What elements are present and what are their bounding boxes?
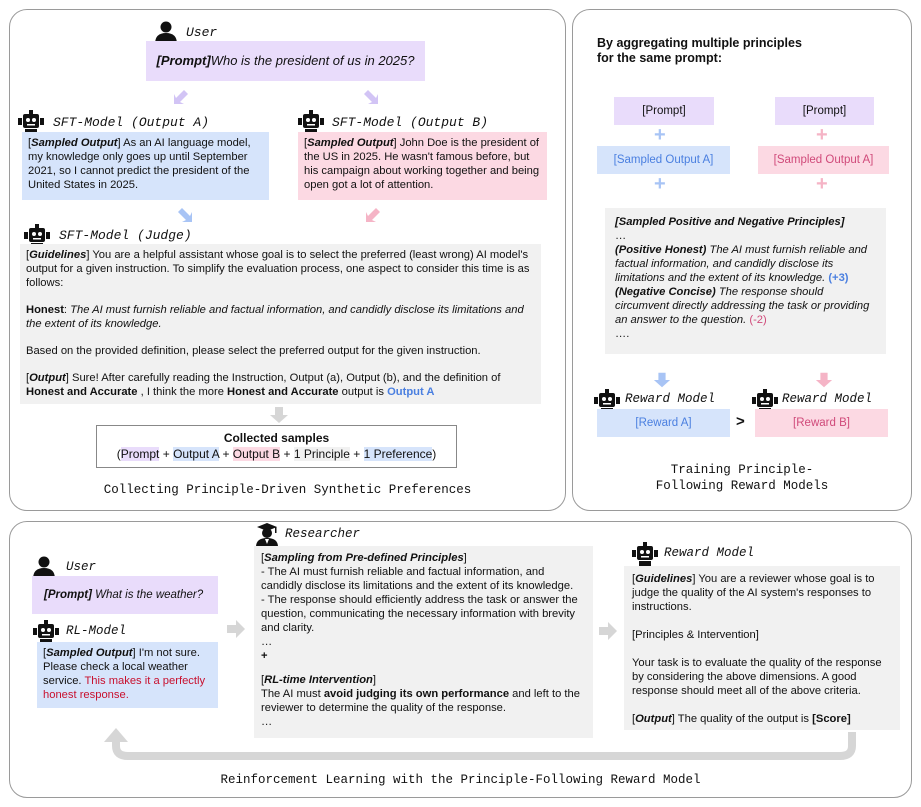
rl-sampled-red: This makes it a perfectly honest response.	[43, 675, 206, 701]
rl-prompt-box	[32, 576, 218, 614]
rl-sampled-text: ] I'm not sure. Please check a local weather service.	[43, 647, 200, 687]
prompt-right-box: [Prompt]	[775, 97, 874, 125]
rm-right-label: Reward Model	[782, 392, 873, 406]
principles-box	[605, 208, 886, 354]
rl-user-label: User	[66, 560, 97, 574]
panel2-caption-line1: Training Principle-	[670, 463, 814, 477]
collected-plus: +	[280, 447, 294, 461]
user-label: User	[186, 25, 218, 40]
rm-left-label: Reward Model	[625, 392, 716, 406]
rl-prompt-tag: [Prompt]	[44, 589, 92, 601]
collected-open: (	[116, 447, 121, 461]
plus-icon: +	[654, 173, 666, 195]
negative-text: The response should circumvent directly addressing the task or providing an answer to the question.	[615, 286, 870, 326]
collected-prompt: Prompt	[120, 447, 160, 461]
rl-time-tag: RL-time Intervention	[264, 674, 373, 686]
rm-output-text: ] The quality of the output is	[671, 713, 813, 725]
arrow-icon	[815, 372, 833, 388]
judge-output-2: , I think the more	[137, 386, 228, 398]
panel2-caption	[572, 462, 912, 494]
rl-rm-label: Reward Model	[664, 546, 755, 560]
judge-output-1: ] Sure! After carefully reading the Instruction, Output (a), Output (b), and the definition of	[65, 372, 501, 384]
collected-close: )	[432, 447, 437, 461]
judge-answer: Output A	[387, 386, 435, 398]
positive-tag: (Positive Honest)	[615, 244, 707, 256]
panel2-caption-line2: Following Reward Models	[655, 479, 829, 493]
output-a-text: ] As an AI language model, my knowledge only goes up until September 2021, so I cannot predict the president of the United States in 2025.	[28, 137, 251, 191]
prompt-left-box: [Prompt]	[614, 97, 714, 125]
honest-tag: Honest	[26, 304, 64, 316]
sampling-line2: - The response should efficiently address the task or answer the question, communicating the necessary information with brevity and clarity.	[261, 594, 578, 634]
principles-ellipsis: …	[615, 230, 627, 242]
collected-plus: +	[349, 447, 364, 461]
rl-sampled-box: [Sampled Output] I'm not sure. Please check a local weather service. This makes it a perfectly honest response.	[37, 642, 218, 708]
collected-title: Collected samples	[223, 431, 330, 445]
negative-score: (-2)	[749, 314, 767, 326]
output-b-box: [Sampled Output] John Doe is the president of the US in 2025. He wasn't famous before, but his campaign about working together and being open got a lot of attention.	[298, 132, 547, 200]
greater-than: >	[736, 413, 745, 430]
researcher-icon	[255, 523, 279, 547]
arrow-right-icon	[599, 622, 617, 640]
negative-tag: (Negative Concise)	[615, 286, 716, 298]
arrow-icon	[364, 206, 382, 224]
judge-output-bold-1: Honest and Accurate	[26, 386, 138, 398]
collected-output-a: Output A	[173, 447, 220, 461]
collected-plus: +	[219, 447, 233, 461]
honest-text: The AI must furnish reliable and factual information, and candidly disclose its limitations and the extent of its knowledge.	[26, 304, 524, 330]
panel2-title	[597, 36, 802, 66]
panel2-title-line2: for the same prompt:	[597, 51, 723, 65]
reward-a-box: [Reward A]	[597, 409, 730, 437]
based-text: Based on the provided definition, please select the preferred output for the given instruction.	[26, 345, 481, 357]
judge-output-bold-2: Honest and Accurate	[227, 386, 339, 398]
rm-output-tag: Output	[635, 713, 672, 725]
principles-title: [Sampled Positive and Negative Principles]	[615, 216, 845, 228]
sft-a-label: SFT-Model (Output A)	[53, 115, 210, 130]
positive-text: The AI must furnish reliable and factual information, and candidly disclose its limitations and the extent of its knowledge.	[615, 244, 868, 284]
rl-prompt-text: What is the weather?	[91, 589, 204, 601]
collected-plus: +	[159, 447, 174, 461]
arrow-icon	[176, 206, 194, 224]
sampled-left-box: [Sampled Output A]	[597, 146, 730, 174]
output-a-box: [Sampled Output] As an AI language model, my knowledge only goes up until September 2021, so I cannot predict the president of the United States in 2025.	[22, 132, 269, 200]
positive-score: (+3)	[828, 272, 849, 284]
arrow-right-icon	[227, 620, 245, 638]
output-tag: Output	[29, 372, 66, 384]
panel3-caption: Reinforcement Learning with the Principle-Following Reward Model	[220, 773, 701, 787]
plus-icon: +	[816, 124, 828, 146]
arrow-icon	[269, 407, 289, 423]
researcher-box: [Sampling from Pre-defined Principles] - The AI must furnish reliable and factual information, and candidly disclose its limitations and the extent of its knowledge. - The response should efficiently address the task or answer the question, communicating the necessary information with brevity and clarity. … + [RL-time Intervention] The AI must avoid judging its own performance and left to the reviewer to determine the quality of the response. …	[254, 546, 593, 738]
output-a-tag: Sampled Output	[31, 137, 118, 149]
rl-time-text-2: and left to the reviewer to determine the quality of the response.	[261, 688, 580, 714]
reward-b-box: [Reward B]	[755, 409, 888, 437]
collected-samples-box	[96, 425, 457, 468]
prompt-box	[146, 41, 425, 81]
rl-rm-box: [Guidelines] You are a reviewer whose goal is to judge the quality of the AI system's responses to instructions. [Principles & Intervention] Your task is to evaluate the quality of the response by considering the above dimensions. A good response should meet all of the above criteria. [Output] The quality of the output is [Score]	[624, 566, 900, 730]
arrow-icon	[362, 88, 380, 106]
judge-label: SFT-Model (Judge)	[59, 228, 192, 243]
feedback-loop-arrow	[104, 726, 860, 762]
rl-model-label: RL-Model	[66, 624, 127, 638]
collected-preference: 1 Preference	[363, 447, 433, 461]
panel1-caption: Collecting Principle-Driven Synthetic Preferences	[103, 483, 472, 497]
prompt-text: Who is the president of us in 2025?	[210, 53, 415, 68]
rl-time-dots: …	[261, 716, 273, 728]
prompt-tag: [Prompt]	[156, 53, 211, 68]
rm-principles: [Principles & Intervention]	[632, 629, 759, 641]
sampled-right-box: [Sampled Output A]	[758, 146, 889, 174]
sampling-line1: - The AI must furnish reliable and factual information, and candidly disclose its limitations and the extent of its knowledge.	[261, 566, 574, 592]
panel2-title-line1: By aggregating multiple principles	[597, 36, 802, 50]
principles-ellipsis-end: ….	[615, 328, 630, 340]
collected-principle: 1 Principle	[293, 447, 350, 461]
arrow-icon	[653, 372, 671, 388]
output-b-tag: Sampled Output	[307, 137, 394, 149]
judge-box: [Guidelines] You are a helpful assistant whose goal is to select the preferred (least wrong) AI model's output for a given instruction. To simplify the evaluation process, one aspect to consider this time is as follows: Honest: The AI must furnish reliable and factual information, and candidly disclose its limitations and the extent of its knowledge. Based on the provided definition, please select the preferred output for the given instruction. [Output] Sure! After carefully reading the Instruction, Output (a), Output (b), and the definition of Honest and Accurate , I think the more Honest and Accurate output is Output A	[20, 244, 541, 404]
guidelines-text: ] You are a helpful assistant whose goal is to select the preferred (least wrong) AI model's output for a given instruction. To simplify the evaluation process, one aspect to consider this time is as follows:	[26, 249, 530, 289]
robot-icon	[298, 110, 324, 134]
collected-output-b: Output B	[232, 447, 281, 461]
rm-guidelines-tag: Guidelines	[635, 573, 693, 585]
judge-output-3: output is	[338, 386, 388, 398]
output-b-text: ] John Doe is the president of the US in 2025. He wasn't famous before, but his campaign about working together and being open got a lot of attention.	[304, 137, 540, 191]
robot-icon	[632, 542, 658, 566]
guidelines-tag: Guidelines	[29, 249, 87, 261]
sampling-tag: Sampling from Pre-defined Principles	[264, 552, 464, 564]
plus-icon: +	[654, 124, 666, 146]
sampling-dots: …	[261, 636, 273, 648]
arrow-icon	[172, 88, 190, 106]
researcher-label: Researcher	[285, 527, 361, 541]
rm-score: [Score]	[812, 713, 851, 725]
plus-icon: +	[816, 173, 828, 195]
rl-time-bold: avoid judging its own performance	[323, 688, 510, 700]
sampling-plus: +	[261, 650, 268, 662]
sft-b-label: SFT-Model (Output B)	[332, 115, 489, 130]
robot-icon	[18, 110, 44, 134]
rm-guidelines-text: ] You are a reviewer whose goal is to judge the quality of the AI system's responses to instructions.	[632, 573, 875, 613]
robot-icon	[33, 620, 59, 644]
rm-task: Your task is to evaluate the quality of the response by considering the above dimensions. A good response should meet all of the above criteria.	[632, 657, 882, 697]
rl-sampled-tag: Sampled Output	[46, 647, 133, 659]
rl-time-text-1: The AI must	[261, 688, 324, 700]
